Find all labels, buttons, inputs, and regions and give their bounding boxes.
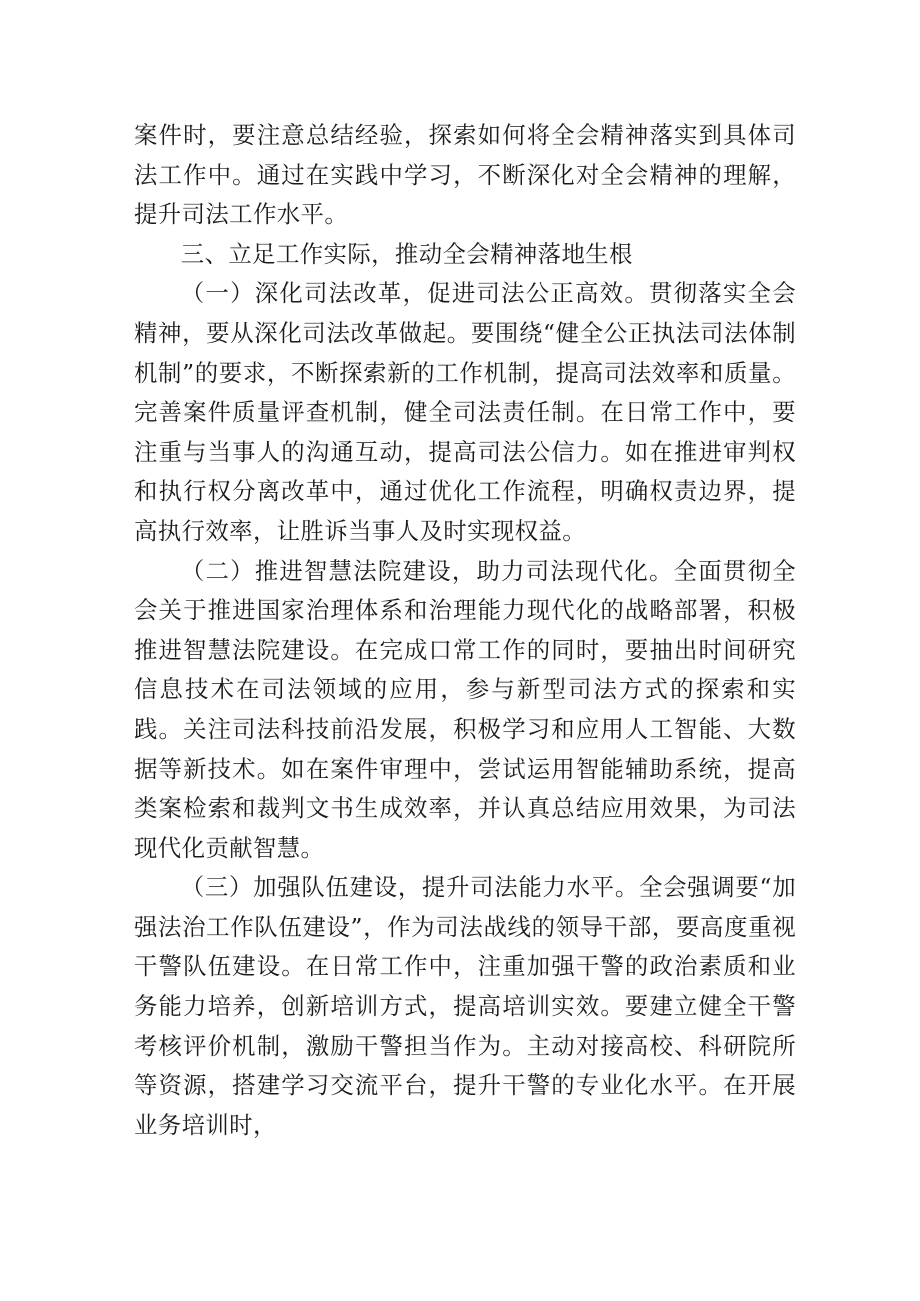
paragraph-judicial-reform: （一）深化司法改革，促进司法公正高效。贯彻落实全会精神，要从深化司法改革做起。要围绕“健全公正执法司法体制机制”的要求，不断探索新的工作机制，提高司法效率和质量。完善案件质量评查机制，健全司法责任制。在日常工作中，要注重与当事人的沟通互动，提高司法公信力。如在推进审判权和执行权分离改革中，通过优化工作流程，明确权责边界，提高执行效率，让胜诉当事人及时实现权益。	[134, 279, 796, 545]
paragraph-smart-court: （二）推进智慧法院建设，助力司法现代化。全面贯彻全会关于推进国家治理体系和治理能力现代化的战略部署，积极推进智慧法院建设。在完成口常工作的同时，要抽出时间研究信息技术在司法领域的应用，参与新型司法方式的探索和实践。关注司法科技前沿发展，积极学习和应用人工智能、大数据等新技术。如在案件审理中，尝试运用智能辅助系统，提高类案检索和裁判文书生成效率，并认真总结应用效果，为司法现代化贡献智慧。	[134, 556, 796, 862]
document-body	[134, 116, 796, 1145]
section-heading-three: 三、立足工作实际，推动全会精神落地生根	[180, 239, 633, 268]
paragraph-team-building: （三）加强队伍建设，提升司法能力水平。全会强调要“加强法治工作队伍建设”，作为司法战线的领导干部，要高度重视干警队伍建设。在日常工作中，注重加强干警的政治素质和业务能力培养，创新培训方式，提高培训实效。要建立健全干警考核评价机制，激励干警担当作为。主动对接高校、科研院所等资源，搭建学习交流平台，提升干警的专业化水平。在开展业务培训时，	[134, 873, 796, 1139]
paragraph-continuation: 案件时，要注意总结经验，探索如何将全会精神落实到具体司法工作中。通过在实践中学习，不断深化对全会精神的理解，提升司法工作水平。	[134, 121, 796, 229]
